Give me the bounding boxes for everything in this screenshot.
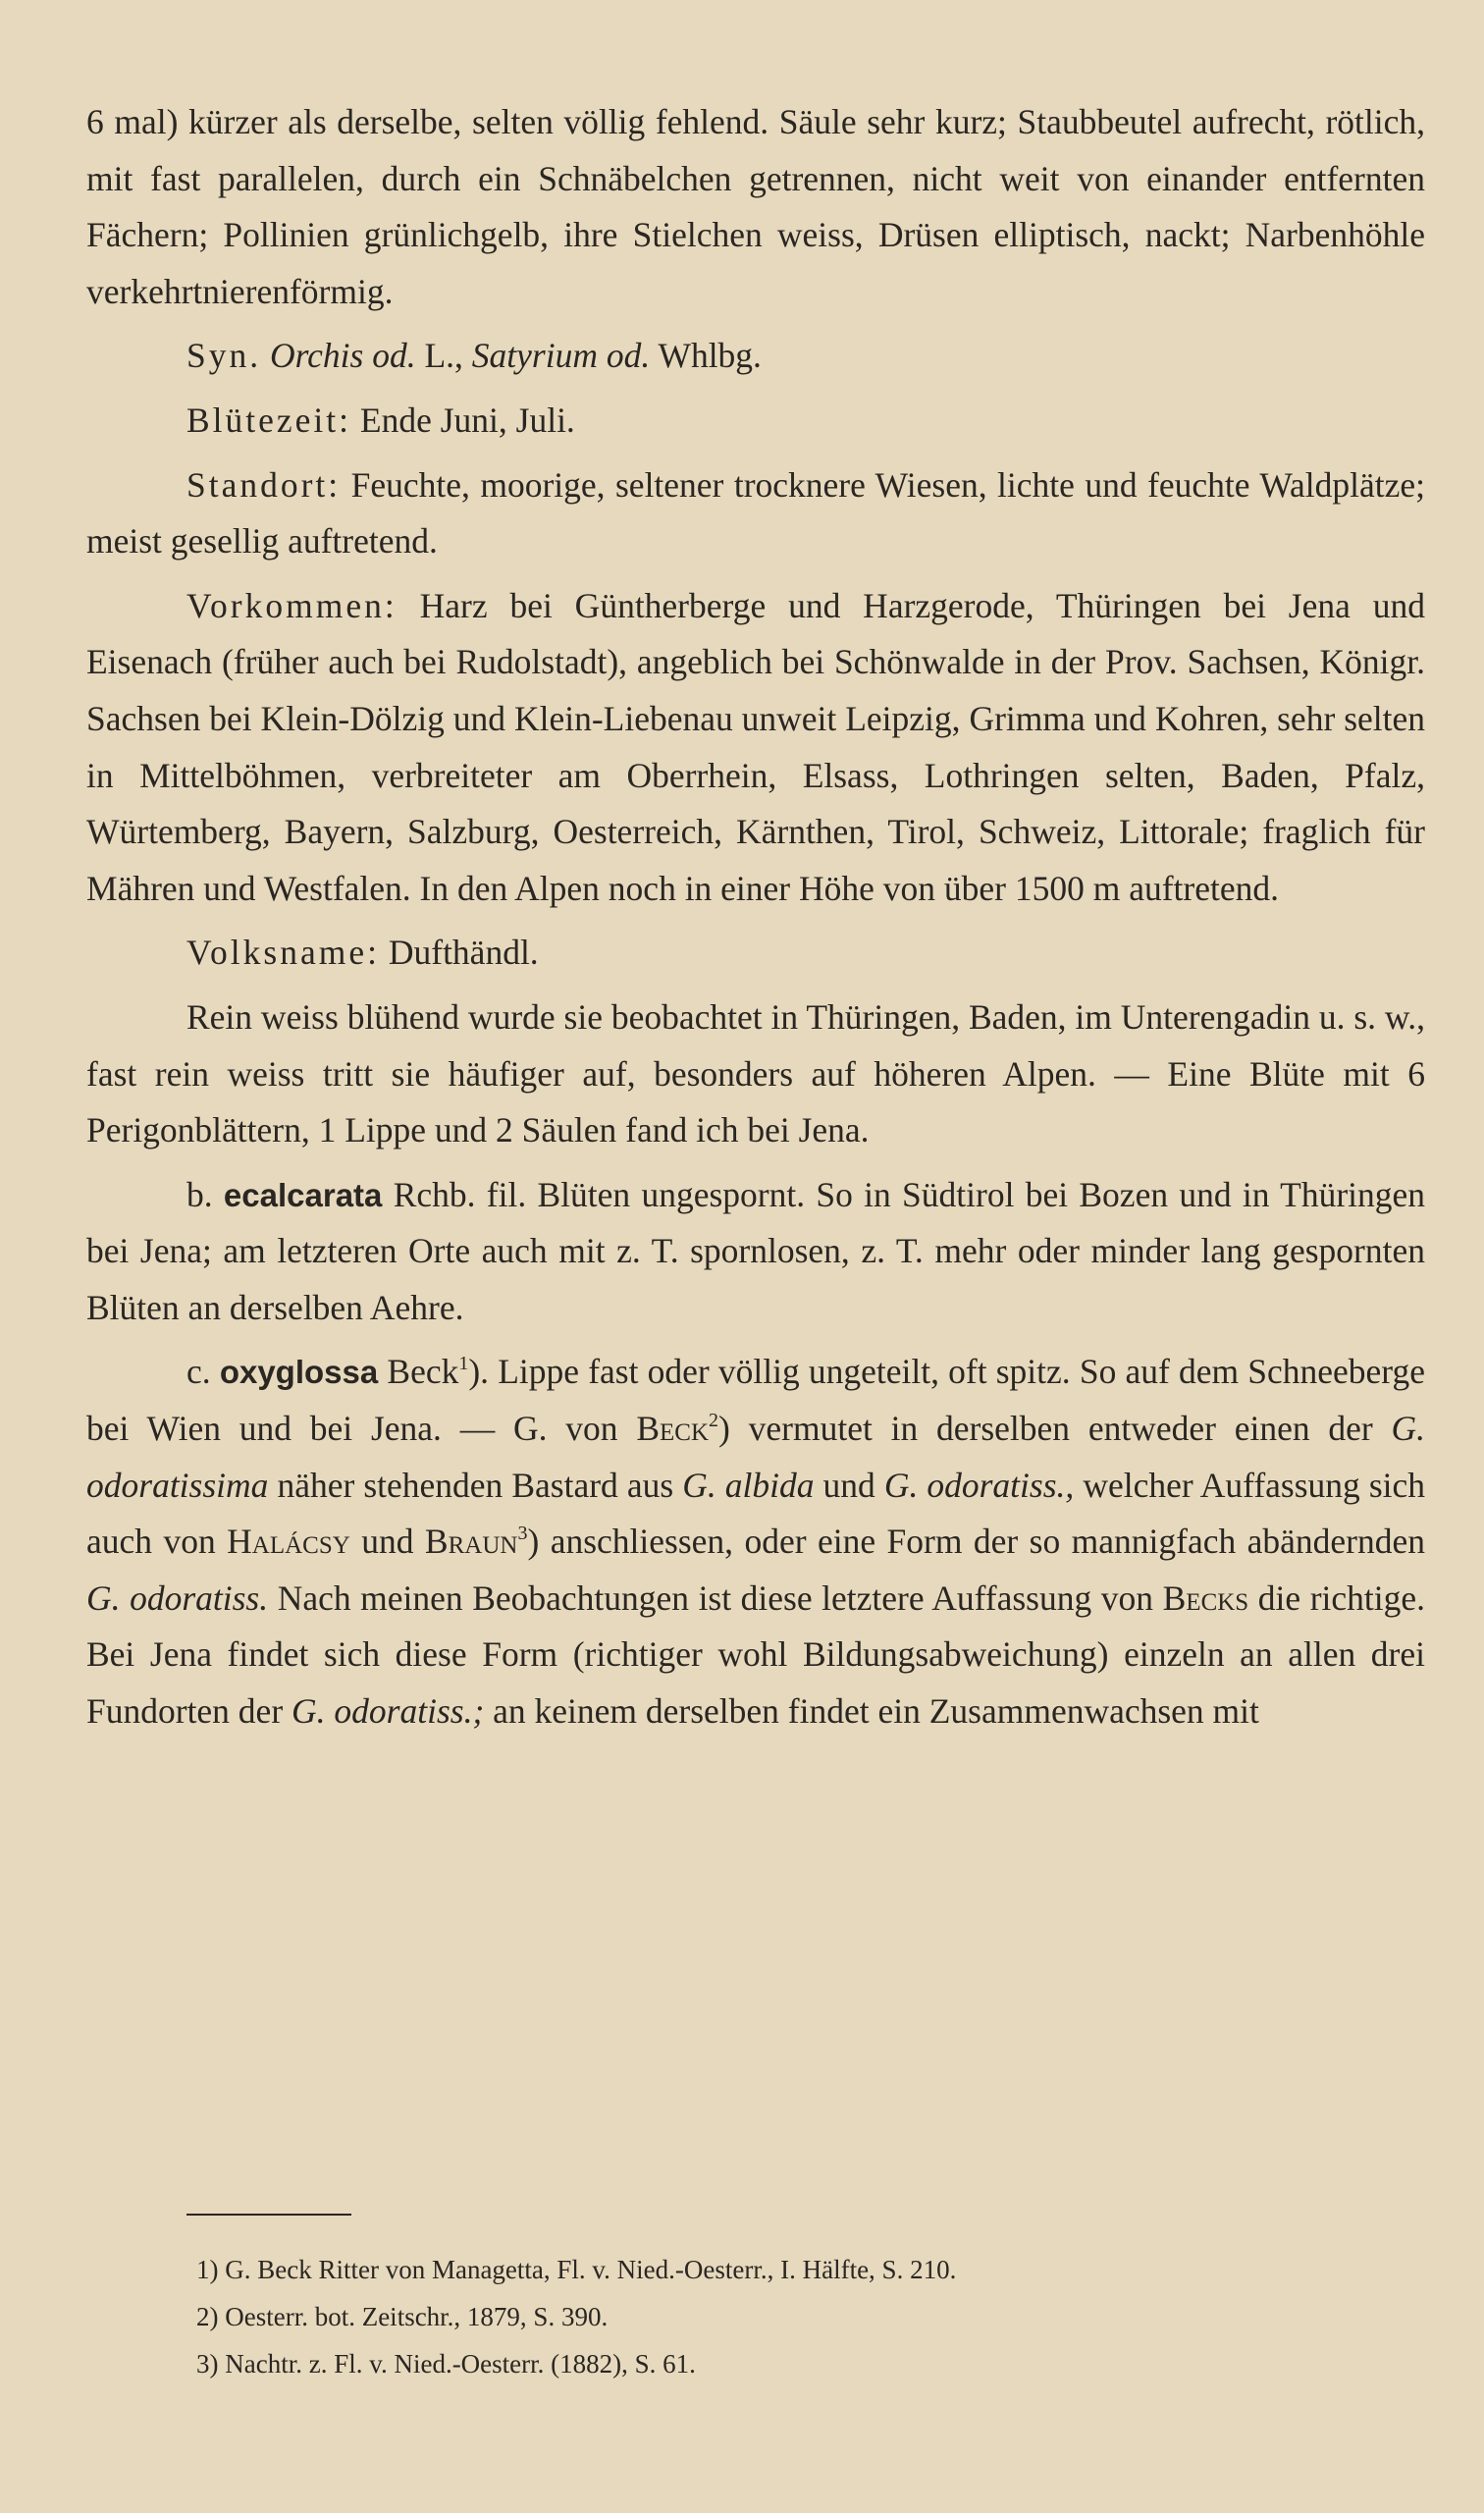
vorkommen-label: Vorkommen: bbox=[186, 585, 398, 625]
synonym-author-1: L., bbox=[424, 336, 463, 376]
species-odoratiss-1: G. odoratiss., bbox=[883, 1465, 1075, 1505]
variety-c-text-6: und bbox=[361, 1522, 414, 1562]
species-odoratissima: G. odoratissima bbox=[86, 1409, 1425, 1505]
variety-b-prefix: b. bbox=[186, 1174, 213, 1214]
variety-b-name: ecalcarata bbox=[223, 1176, 383, 1213]
standort-label: Standort: bbox=[186, 464, 342, 505]
volksname-text: Dufthändl. bbox=[388, 933, 539, 973]
paragraph-variety-b bbox=[86, 1167, 1425, 1337]
species-odoratiss-2: G. odoratiss. bbox=[86, 1577, 269, 1618]
paragraph-bluetezeit bbox=[86, 393, 1425, 450]
vorkommen-text: Harz bei Güntherberge und Harzgerode, Thüringen bei Jena und Eisenach (früher auch bei Rudolstadt), angeblich bei Schönwalde in der Prov. Sachsen, Königr. Sachsen bei Klein-Dölzig und Klein-Liebenau unweit Leipzig, Grimma und Kohren, sehr selten in Mittelböhmen, verbreiteter am Oberrhein, Elsass, Lothringen selten, Baden, Pfalz, Würtemberg, Bayern, Salzburg, Oesterreich, Kärnthen, Tirol, Schweiz, Littorale; fraglich für Mähren und Westfalen. In den Alpen noch in einer Höhe von über 1500 m auftretend. bbox=[86, 585, 1426, 908]
synonym-author-2: Whlbg. bbox=[658, 336, 762, 376]
variety-c-text-7: ) anschliessen, oder eine Form der so mannigfach abändernden bbox=[527, 1522, 1426, 1562]
variety-b-text: Rchb. fil. Blüten ungespornt. So in Südtirol bei Bozen und in Thüringen bei Jena; am letzteren Orte auch mit z. T. spornlosen, z. T. mehr oder minder lang gespornten Blüten an derselben Aehre. bbox=[86, 1174, 1426, 1327]
footnote-ref-2: 2 bbox=[709, 1410, 719, 1432]
variety-c-text-9: die richtige. Bei Jena findet sich diese Form (richtiger wohl Bildungsabweichung) einzeln an allen drei Fundorten der bbox=[86, 1577, 1426, 1732]
footnote-1: 1) G. Beck Ritter von Managetta, Fl. v. Nied.-Oesterr., I. Hälfte, S. 210. bbox=[196, 2255, 957, 2284]
variety-c-author: Beck bbox=[387, 1352, 459, 1392]
author-becks: Becks bbox=[1162, 1577, 1249, 1618]
footnote-2: 2) Oesterr. bot. Zeitschr., 1879, S. 390. bbox=[196, 2302, 609, 2331]
paragraph-vorkommen bbox=[86, 578, 1425, 918]
author-braun: Braun bbox=[424, 1522, 518, 1562]
volksname-label: Volksname: bbox=[186, 933, 380, 973]
paragraph-variety-c bbox=[86, 1344, 1425, 1739]
variety-c-text-2: ) vermutet in derselben entweder einen der bbox=[718, 1409, 1373, 1449]
standort-text: Feuchte, moorige, seltener trocknere Wiesen, lichte und feuchte Waldplätze; meist gesellig auftretend. bbox=[86, 464, 1425, 561]
paragraph-standort bbox=[86, 457, 1425, 570]
body-text bbox=[86, 94, 1425, 1740]
footnotes bbox=[196, 2246, 1374, 2387]
paragraph-description: 6 mal) kürzer als derselbe, selten völlig fehlend. Säule sehr kurz; Staubbeutel aufrecht, rötlich, mit fast parallelen, durch ein Schnäbelchen getrennen, nicht weit von einander entfernten Fächern; Pollinien grünlichgelb, ihre Stielchen weiss, Drüsen elliptisch, nackt; Narbenhöhle verkehrtnierenförmig. bbox=[86, 102, 1425, 311]
author-beck: Beck bbox=[636, 1409, 710, 1449]
footnote-ref-1: 1 bbox=[458, 1353, 469, 1375]
species-albida: G. albida bbox=[682, 1465, 815, 1505]
variety-c-text-1: ). Lippe fast oder völlig ungeteilt, oft spitz. So auf dem Schneeberge bei Wien und bei Jena. — G. von bbox=[86, 1352, 1425, 1449]
author-halacsy: Halácsy bbox=[227, 1522, 350, 1562]
paragraph-volksname bbox=[86, 925, 1425, 982]
variety-c-text-5: welcher Auffassung sich auch von bbox=[86, 1465, 1426, 1562]
bluetezeit-label: Blütezeit: bbox=[186, 400, 352, 440]
variety-c-name: oxyglossa bbox=[219, 1354, 379, 1391]
paragraph-white-flowers: Rein weiss blühend wurde sie beobachtet in Thüringen, Baden, im Unterengadin u. s. w., fast rein weiss tritt sie häufiger auf, besonders auf höheren Alpen. — Eine Blüte mit 6 Perigonblättern, 1 Lippe und 2 Säulen fand ich bei Jena. bbox=[86, 996, 1425, 1150]
variety-c-prefix: c. bbox=[186, 1352, 211, 1392]
variety-c-text-8: Nach meinen Beobachtungen ist diese letztere Auffassung von bbox=[277, 1577, 1154, 1618]
variety-c-text-4: und bbox=[822, 1465, 875, 1505]
synonyms-label: Syn. bbox=[186, 336, 262, 376]
footnote-ref-3: 3 bbox=[517, 1523, 528, 1545]
synonym-orchis: Orchis od. bbox=[270, 336, 416, 376]
variety-c-text-3: näher stehenden Bastard aus bbox=[277, 1465, 674, 1505]
synonym-satyrium: Satyrium od. bbox=[471, 336, 651, 376]
bluetezeit-text: Ende Juni, Juli. bbox=[359, 400, 575, 440]
footnote-3: 3) Nachtr. z. Fl. v. Nied.-Oesterr. (1882), S. 61. bbox=[196, 2349, 696, 2379]
species-odoratiss-3: G. odoratiss.; bbox=[292, 1691, 485, 1732]
paragraph-synonyms bbox=[86, 328, 1425, 385]
variety-c-text-10: an keinem derselben findet ein Zusammenwachsen mit bbox=[493, 1691, 1259, 1732]
footnote-divider bbox=[186, 2214, 351, 2216]
